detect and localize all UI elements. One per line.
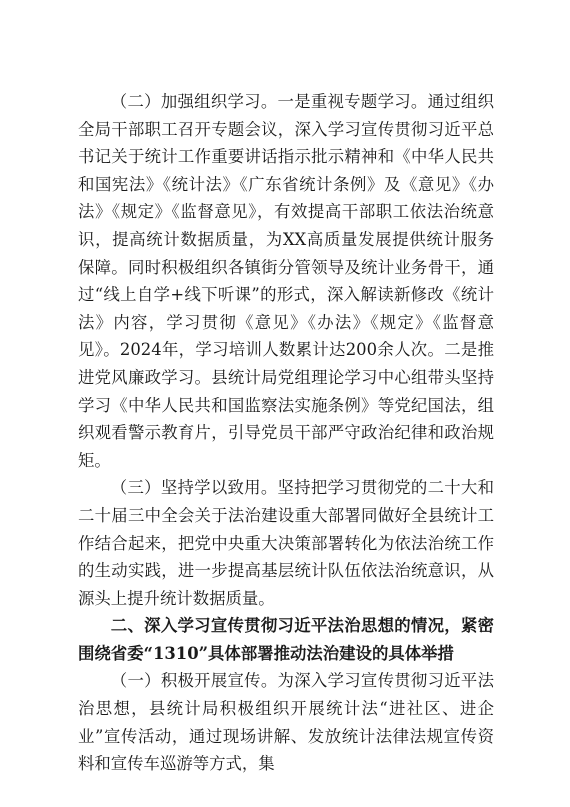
paragraph-apply-learning: （三）坚持学以致用。坚持把学习贯彻党的二十大和二十届三中全会关于法治建设重大部署同做好全县统计工作结合起来，把党中央重大决策部署转化为依法治统工作的生动实践，进一步提高基层统计队伍依法治统意识，从源头上提升统计数据质量。	[78, 478, 494, 608]
paragraph-publicity: （一）积极开展宣传。为深入学习宣传贯彻习近平法治思想，县统计局积极组织开展统计法“进社区、进企业”宣传活动，通过现场讲解、发放统计法律法规宣传资料和宣传车巡游等方式，集	[78, 671, 494, 774]
section-heading: 二、深入学习宣传贯彻习近平法治思想的情况，紧密围绕省委“1310”具体部署推动法治建设的具体举措	[78, 616, 494, 663]
document-body	[78, 88, 494, 778]
paragraph-strengthen-study: （二）加强组织学习。一是重视专题学习。通过组织全局干部职工召开专题会议，深入学习宣传贯彻习近平总书记关于统计工作重要讲话指示批示精神和《中华人民共和国宪法》《统计法》《广东省统计条例》及《意见》《办法》《规定》《监督意见》，有效提高干部职工依法治统意识，提高统计数据质量，为XX高质量发展提供统计服务保障。同时积极组织各镇街分管领导及统计业务骨干，通过“线上自学+线下听课”的形式，深入解读新修改《统计法》内容，学习贯彻《意见》《办法》《规定》《监督意见》。2024年，学习培训人数累计达200余人次。二是推进党风廉政学习。县统计局党组理论学习中心组带头坚持学习《中华人民共和国监察法实施条例》等党纪国法，组织观看警示教育片，引导党员干部严守政治纪律和政治规矩。	[78, 92, 494, 470]
